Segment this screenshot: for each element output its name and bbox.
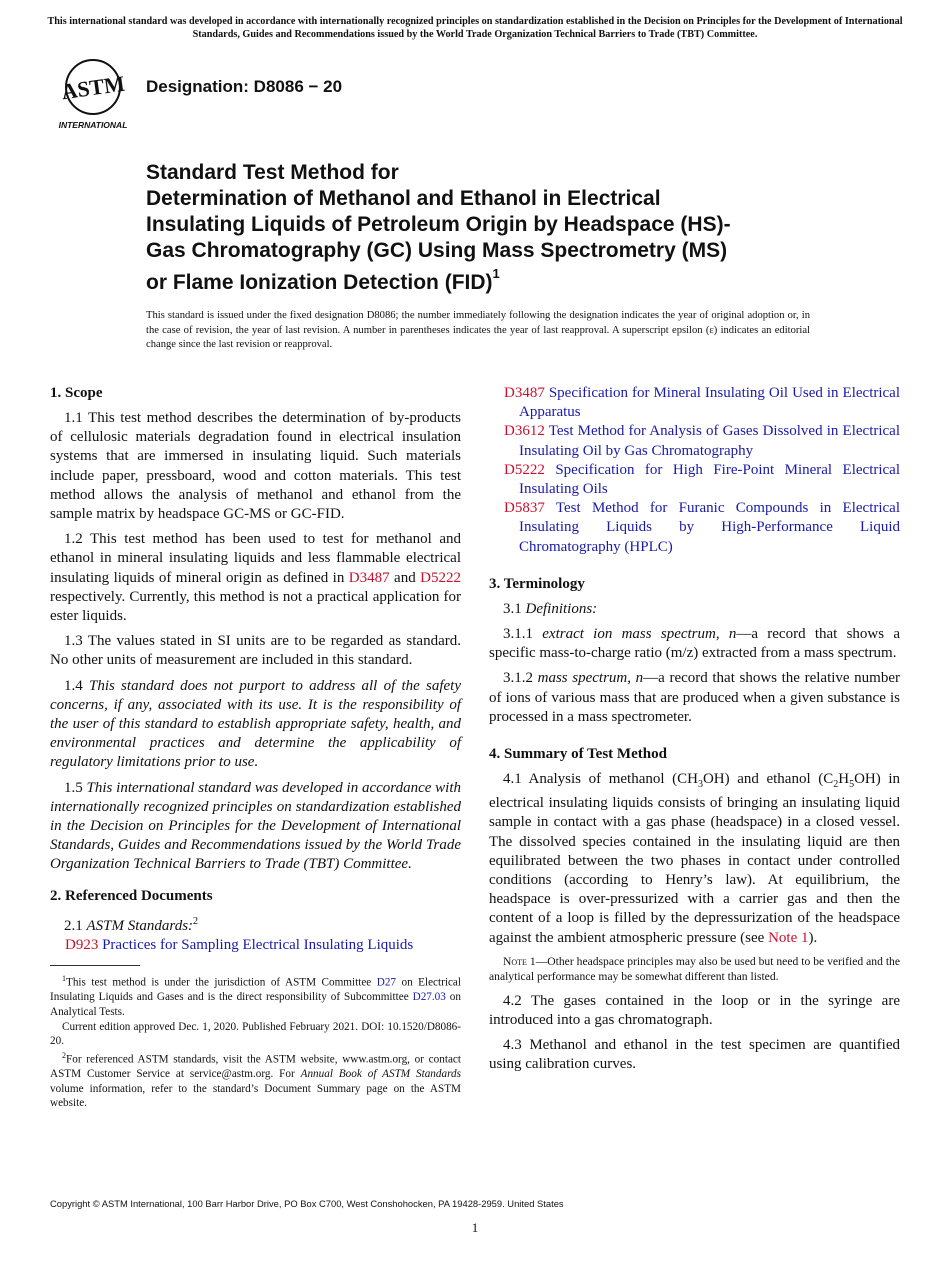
paragraph-3-1: 3.1 Definitions: [503, 600, 598, 617]
ref-item-d3487[interactable]: D3487 Specification for Mineral Insulating Oil Used in Electrical Apparatus [504, 385, 901, 421]
paragraph-1-1: 1.1 This test method describes the determination of by-products of cellulosic materials degradation found in electrical insulation systems that are immersed in insulating liquid. Such materials include paper, pressboard, wood and cotton materials. This test method allows the analysis of methanol and ethanol from the sample matrix by headspace GC-MS or GC-FID. [50, 410, 461, 523]
designation [146, 77, 342, 97]
top-notice: This international standard was developed in accordance with internationally recognized principles on standardization established in the Decision on Principles for the Development of International Standards, Guides and Recommendations issued by the World Trade Organization Technical Barriers to Trade (TBT) Committee. [47, 16, 903, 40]
section-heading-referenced: 2. Referenced Documents [50, 887, 213, 904]
page-number: 1 [471, 1220, 479, 1235]
paragraph-1-2: 1.2 This test method has been used to test for methanol and ethanol in mineral insulating liquids and less flammable electrical insulating liquids of mineral origin as defined in D3487 and D5222 respectively. Currently, this method is not a practical application for ester liquids. [50, 531, 461, 625]
paragraph-4-3: 4.3 Methanol and ethanol in the test specimen are quantified using calibration curves. [489, 1037, 900, 1073]
title-line: Gas Chromatography (GC) Using Mass Spectrometry (MS) [146, 239, 728, 262]
paragraph-4-2: 4.2 The gases contained in the loop or in the syringe are introduced into a gas chromatograph. [489, 992, 900, 1029]
section-heading-scope: 1. Scope [50, 385, 103, 401]
paragraph-1-4: 1.4 This standard does not purport to address all of the safety concerns, if any, associated with its use. It is the responsibility of the user of this standard to establish appropriate safety, health, and environmental practices and determine the applicability of regulatory limitations prior to use. [50, 677, 462, 771]
left-column [50, 384, 461, 1111]
ref-link-d3487[interactable]: D3487 [348, 569, 390, 586]
ref-item-d5222[interactable]: D5222 Specification for High Fire-Point Mineral Electrical Insulating Oils [504, 461, 901, 498]
footnote-2: $^2$For referenced ASTM standards, visit the ASTM website, www.astm.org, or contact ASTM Customer Service at service@astm.org. For Annual Book of ASTM Standards volume information, refer to the standard’s Document Summary page on the ASTM website. [50, 1050, 461, 1110]
ref-item-d3612[interactable]: D3612 Test Method for Analysis of Gases Dissolved in Electrical Insulating Oil by Gas Chromatography [504, 423, 901, 459]
paragraph-3-1-1: 3.1.1 extract ion mass spectrum, n—a record that shows a specific mass-to-charge ratio (m/z) extracted from a mass spectrum. [489, 626, 901, 662]
designation-prefix: Designation: [146, 77, 254, 96]
svg-text:ASTM: ASTM [59, 70, 127, 105]
paragraph-4-1: 4.1 Analysis of methanol $(CH_3OH)$ and ethanol $(C_2H_5OH)$ in electrical insulating liquids consists of bringing an insulating liquid sample in contact with a gas phase (headspace) in a closed vessel. The dissolved species contained in the insulating liquid are then equilibrated between the two phases in contact under controlled conditions (according to Henry’s law). At equilibrium, the headspace is over-pressurized with a carrier gas and then the content of a loop is filled by the depressurization of the headspace against the ambient atmospheric pressure (see Note 1). [489, 771, 901, 946]
section-heading-terminology: 3. Terminology [489, 575, 585, 592]
copyright: Copyright © ASTM International, 100 Barr Harbor Drive, PO Box C700, West Conshohocken, PA 19428-2959. United States [50, 1198, 564, 1209]
footnote-divider [50, 965, 140, 966]
title-line: Insulating Liquids of Petroleum Origin by Headspace (HS)- [146, 213, 731, 236]
title-line: Standard Test Method for [146, 161, 399, 184]
title-line: Determination of Methanol and Ethanol in Electrical [146, 187, 661, 210]
issue-note: This standard is issued under the fixed designation D8086; the number immediately following the designation indicates the year of original adoption or, in the case of revision, the year of last revision. A number in parentheses indicates the year of last reapproval. A superscript epsilon (ε) indicates an editorial change since the last revision or reapproval. [146, 310, 810, 350]
note-1-link[interactable]: Note 1 [768, 929, 809, 946]
paragraph-2-1: 2.1 ASTM Standards:$^2$ [64, 915, 199, 934]
title-line: or Flame Ionization Detection (FID) [146, 271, 493, 294]
footnote-mark[interactable]: 2 [193, 915, 199, 927]
logo-text: INTERNATIONAL [58, 120, 128, 130]
subcommittee-link[interactable]: D27.03 [412, 991, 446, 1004]
paragraph-1-5: 1.5 This international standard was developed in accordance with internationally recognized principles on standardization established in the Decision on Principles for the Development of International Standards, Guides and Recommendations issued by the World Trade Organization Technical Barriers to Trade (TBT) Committee. [50, 779, 461, 873]
note-1: Note 1—Other headspace principles may also be used but need to be verified and the analytical performance may be somewhat different than listed. [489, 954, 900, 983]
page-title [146, 160, 866, 296]
footnote-1-edition: Current edition approved Dec. 1, 2020. Published February 2021. DOI: 10.1520/D8086-20. [50, 1020, 461, 1048]
committee-link[interactable]: D27 [376, 976, 397, 989]
footnote-1: $^1$This test method is under the jurisdiction of ASTM Committee D27 on Electrical Insulating Liquids and Gases and is the direct responsibility of Subcommittee D27.03 on Analytical Tests. [50, 974, 461, 1018]
astm-logo [50, 57, 136, 133]
ref-item-d5837[interactable]: D5837 Test Method for Furanic Compounds in Electrical Insulating Liquids by High-Performance Liquid Chromatography (HPLC) [504, 500, 901, 555]
right-column [489, 384, 900, 1081]
section-heading-summary: 4. Summary of Test Method [489, 746, 667, 763]
ref-link-d5222[interactable]: D5222 [420, 569, 461, 586]
ref-item-d923[interactable]: D923 Practices for Sampling Electrical Insulating Liquids [65, 936, 414, 953]
designation-code: D8086 − 20 [253, 77, 343, 96]
paragraph-3-1-2: 3.1.2 mass spectrum, n—a record that shows the relative number of ions of various mass that are produced when a given substance is processed in a mass spectrometer. [489, 670, 901, 725]
paragraph-1-3: 1.3 The values stated in SI units are to be regarded as standard. No other units of measurement are included in this standard. [50, 633, 461, 669]
title-footnote-mark[interactable]: 1 [492, 266, 500, 281]
